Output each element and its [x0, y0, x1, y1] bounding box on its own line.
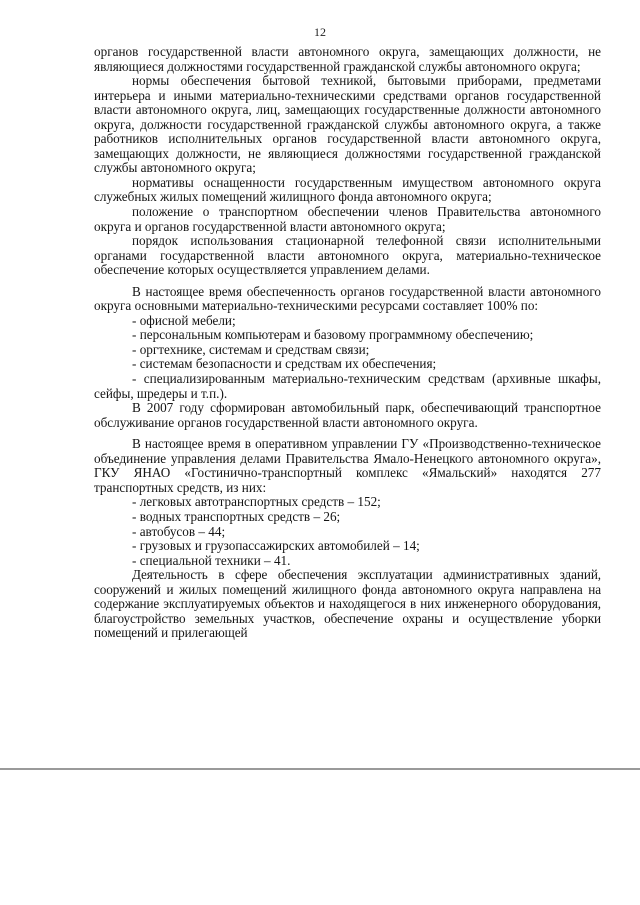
list-item-cars: - легковых автотранспортных средств – 152; — [132, 494, 381, 510]
blank-area — [0, 770, 640, 905]
document-body — [94, 45, 601, 641]
list-item-buses: - автобусов – 44; — [132, 523, 226, 539]
list-item-trucks: - грузовых и грузопассажирских автомобилей – 14; — [132, 538, 420, 554]
list-item-office-equipment: - оргтехнике, системам и средствам связи; — [132, 341, 370, 357]
paragraph-building-operations: Деятельность в сфере обеспечения эксплуатации административных зданий, сооружений и жилых помещений жилищного фонда автономного округа направлена на содержание эксплуатируемых объектов и находящегося в них инженерного оборудования, благоустройство земельных участков, обеспечение охраны и осуществление уборки помещений и прилегающей — [94, 567, 601, 641]
paragraph-operational-management: В настоящее время в оперативном управлении ГУ «Производственно-техническое объединение управления делами Правительства Ямало-Ненецкого автономного округа», ГКУ ЯНАО «Гостинично-транспортный комплекс «Ямальский» находятся 277 транспортных средств, из них: — [94, 436, 601, 495]
page-number: 12 — [314, 25, 326, 39]
paragraph-continuation: органов государственной власти автономного округа, замещающих должности, не являющиеся должностями государственной гражданской службы автономного округа; — [94, 44, 601, 74]
paragraph-property-standards: нормативы оснащенности государственным имуществом автономного округа служебных жилых помещений жилищного фонда автономного округа; — [94, 174, 601, 205]
list-item-special-machinery: - специальной техники – 41. — [132, 552, 291, 568]
paragraph-telephone-procedure: порядок использования стационарной телефонной связи исполнительными органами государственной власти автономного округа, материально-техническое обеспечение которых осуществляется управлением делами. — [94, 233, 601, 278]
list-item-computers: - персональным компьютерам и базовому программному обеспечению; — [132, 327, 534, 343]
list-item-special-equipment: - специализированным материально-техническим средствам (архивные шкафы, сейфы, шредеры и т.п.). — [94, 371, 601, 401]
list-item-water-vehicles: - водных транспортных средств – 26; — [132, 508, 341, 524]
paragraph-household-norms: нормы обеспечения бытовой техникой, бытовыми приборами, предметами интерьера и иными материально-техническими средствами органов государственной власти автономного округа, лиц, замещающих государственные должности автономного округа, должности государственной гражданской службы автономного округа, а также работников исполнительных органов государственной власти автономного округа, замещающих должности, не являющиеся должностями государственной гражданской службы автономного округа; — [94, 73, 601, 176]
list-item-furniture: - офисной мебели; — [132, 312, 236, 328]
paragraph-resources-intro: В настоящее время обеспеченность органов государственной власти автономного округа основными материально-техническими ресурсами составляет 100% по: — [94, 283, 601, 314]
paragraph-vehicle-fleet: В 2007 году сформирован автомобильный парк, обеспечивающий транспортное обслуживание органов государственной власти автономного округа. — [94, 400, 601, 430]
list-item-security: - системам безопасности и средствам их обеспечения; — [132, 356, 437, 372]
paragraph-transport-regulation: положение о транспортном обеспечении членов Правительства автономного округа и органов государственной власти автономного округа; — [94, 204, 601, 234]
